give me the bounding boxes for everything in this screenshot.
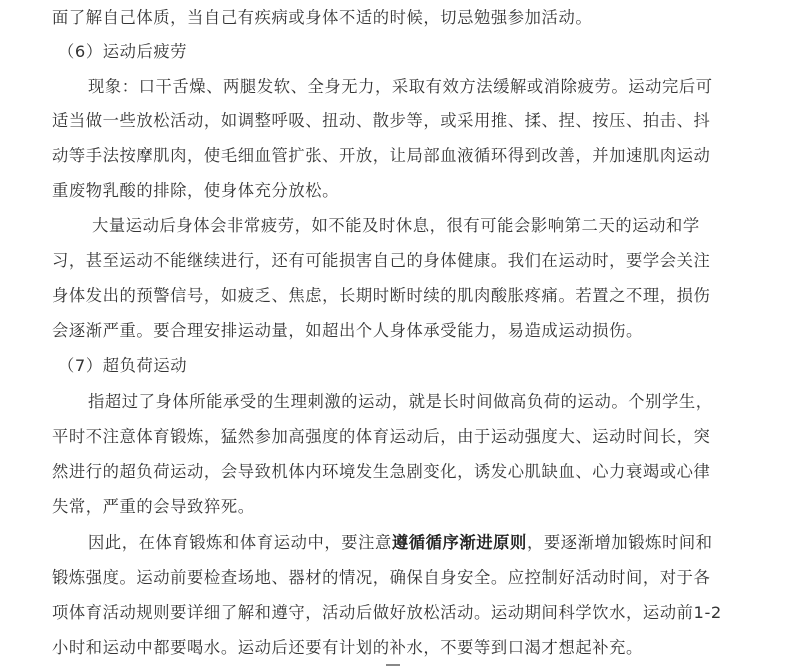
paragraph-line: 大量运动后身体会非常疲劳，如不能及时休息，很有可能会影响第二天的运动和学 — [92, 216, 700, 235]
paragraph-line: 平时不注意体育锻炼，猛然参加高强度的体育运动后，由于运动强度大、运动时间长，突 — [52, 427, 711, 446]
paragraph-line: 失常，严重的会导致猝死。 — [52, 497, 255, 516]
page-footer-mark — [386, 664, 400, 666]
paragraph-line: 锻炼强度。运动前要检查场地、器材的情况，确保自身安全。应控制好活动时间，对于各 — [52, 568, 711, 587]
paragraph-line: 重废物乳酸的排除，使身体充分放松。 — [52, 181, 339, 200]
section-heading-6: （6）运动后疲劳 — [58, 42, 188, 61]
paragraph-line: 会逐渐严重。要合理安排运动量，如超出个人身体承受能力，易造成运动损伤。 — [52, 321, 643, 340]
paragraph-text: 因此，在体育锻炼和体育运动中，要注意 — [88, 533, 392, 552]
paragraph-line — [88, 531, 713, 555]
paragraph-line: 习，甚至运动不能继续进行，还有可能损害自己的身体健康。我们在运动时，要学会关注 — [52, 251, 711, 270]
paragraph-line: 身体发出的预警信号，如疲乏、焦虑，长期时断时续的肌肉酸胀疼痛。若置之不理，损伤 — [52, 286, 711, 305]
emphasis-text: 遵循循序渐进原则 — [391, 533, 527, 552]
paragraph-line: 小时和运动中都要喝水。运动后还要有计划的补水，不要等到口渴才想起补充。 — [52, 638, 643, 657]
paragraph-line: 现象：口干舌燥、两腿发软、全身无力，采取有效方法缓解或消除疲劳。运动完后可 — [88, 77, 713, 96]
paragraph-line: 指超过了身体所能承受的生理刺激的运动，就是长时间做高负荷的运动。个别学生， — [88, 392, 713, 411]
paragraph-line: 然进行的超负荷运动，会导致机体内环境发生急剧变化，诱发心肌缺血、心力衰竭或心律 — [52, 462, 711, 481]
paragraph-line: 面了解自己体质，当自己有疾病或身体不适的时候，切忌勉强参加活动。 — [52, 8, 593, 27]
paragraph-line: 动等手法按摩肌肉，使毛细血管扩张、开放，让局部血液循环得到改善，并加速肌肉运动 — [52, 146, 711, 165]
paragraph-line: 适当做一些放松活动，如调整呼吸、扭动、散步等，或采用推、揉、捏、按压、拍击、抖 — [52, 111, 711, 130]
section-heading-7: （7）超负荷运动 — [58, 356, 188, 375]
paragraph-text: ，要逐渐增加锻炼时间和 — [526, 533, 713, 552]
paragraph-line: 项体育活动规则要详细了解和遵守，活动后做好放松活动。运动期间科学饮水，运动前1-2 — [52, 603, 722, 622]
